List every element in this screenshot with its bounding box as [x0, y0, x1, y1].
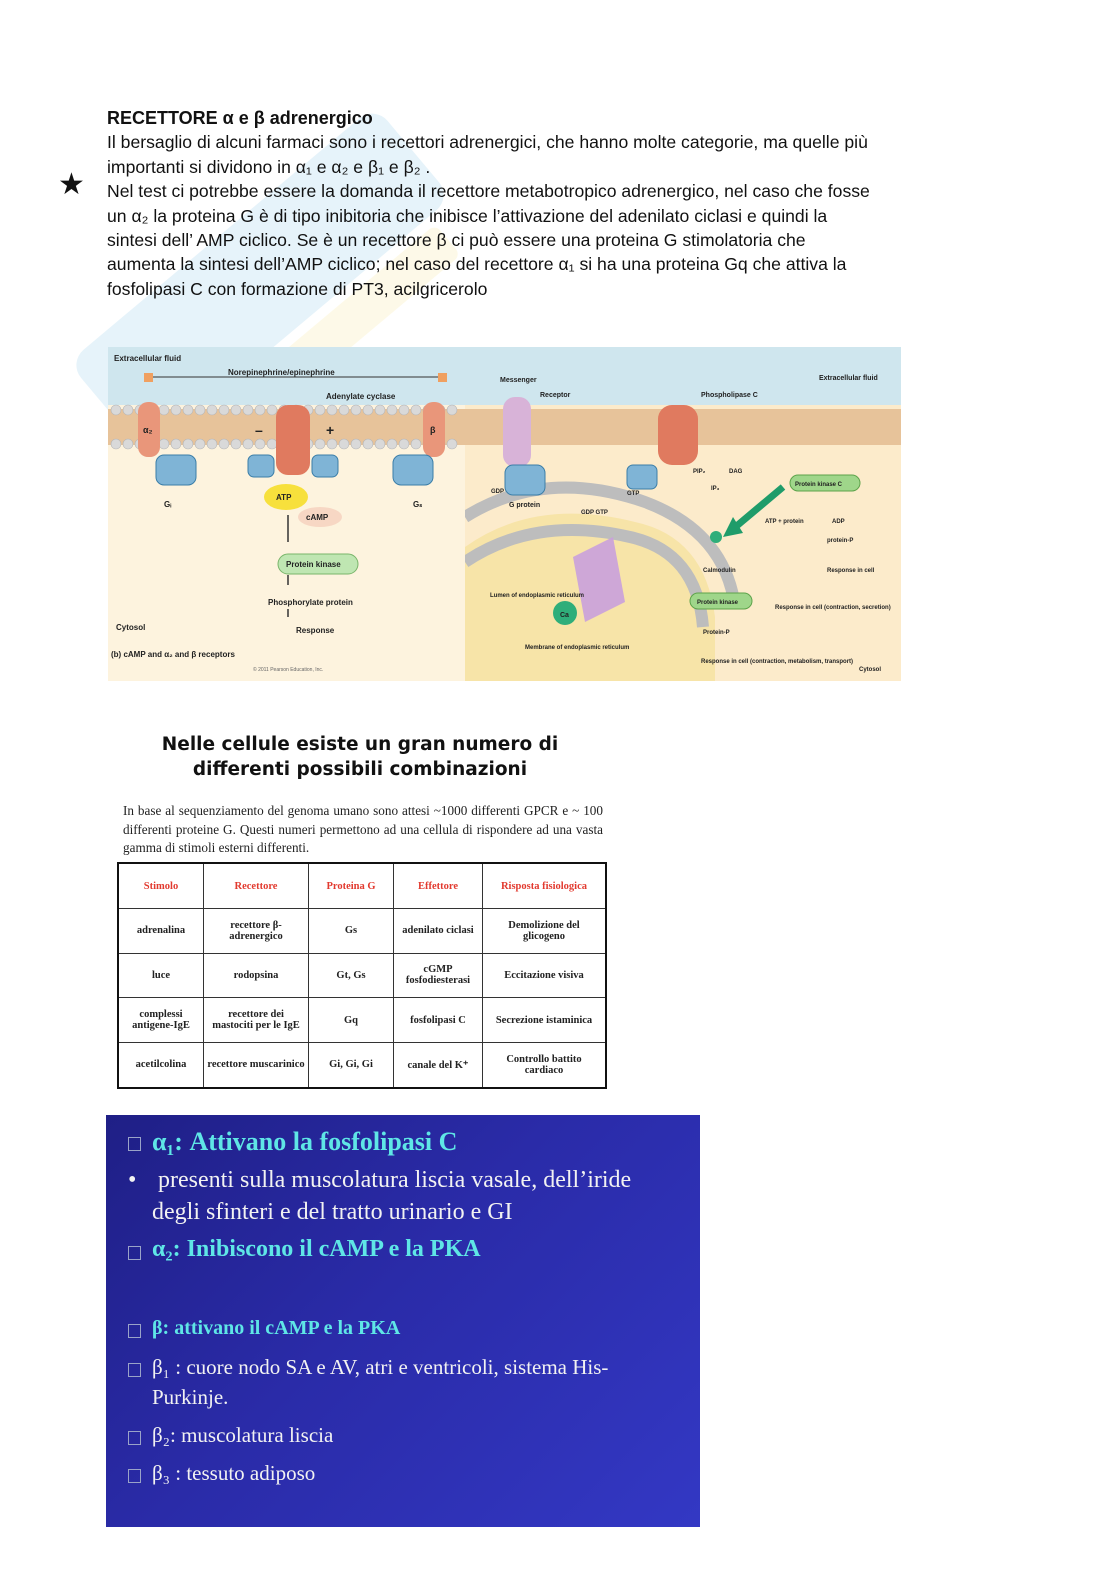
- gpcr-table: [117, 862, 607, 1089]
- label-extracellular: Extracellular fluid: [114, 354, 182, 363]
- label-membrane-er: Membrane of endoplasmic reticulum: [525, 645, 630, 651]
- table-row: [118, 998, 606, 1043]
- intro-text: [107, 106, 1027, 301]
- intro-line: importanti si dividono in α₁ e α₂ e β₁ e β₂ .: [107, 156, 431, 177]
- label-response-metabolism: Response in cell (contraction, metabolism, transport): [701, 659, 854, 665]
- label-plus: +: [326, 422, 335, 438]
- plc-panel: [465, 347, 901, 681]
- table-cell: recettore dei mastociti per le IgE: [204, 998, 309, 1043]
- table-cell: Gt, Gs: [309, 953, 394, 998]
- label-receptor: Receptor: [540, 392, 571, 399]
- combo-paragraph: In base al sequenziamento del genoma umano sono attesi ~1000 differenti GPCR e ~ 100 differenti proteine G. Questi numeri permettono ad una cellula di rispondere ad una vasta gamma di stimoli esterni differenti.: [123, 803, 603, 855]
- slide-alpha1-detail-1: presenti sulla muscolatura liscia vasale, dell’iride: [158, 1167, 632, 1193]
- label-extracellular-right: Extracellular fluid: [819, 375, 878, 382]
- table-cell: Secrezione istaminica: [483, 998, 607, 1043]
- label-protein-kinase-right: Protein kinase: [697, 600, 739, 606]
- table-cell: Gq: [309, 998, 394, 1043]
- table-header: Proteina G: [309, 863, 394, 909]
- label-ca: Ca: [560, 612, 569, 619]
- receptor-diagram: [108, 347, 901, 681]
- label-adenylate-cyclase: Adenylate cyclase: [326, 392, 396, 401]
- label-protein-kinase-c: Protein kinase C: [795, 482, 843, 488]
- label-response: Response: [296, 626, 335, 635]
- label-lumen-er: Lumen of endoplasmic reticulum: [490, 593, 585, 599]
- label-adp: ADP: [832, 519, 845, 525]
- intro-line: sintesi dell’ AMP ciclico. Se è un recettore β ci può essere una proteina G stimolatoria che: [107, 230, 806, 251]
- phospholipase-c: [658, 405, 698, 465]
- table-cell: rodopsina: [204, 953, 309, 998]
- adenylate-cyclase: [276, 405, 310, 475]
- slide-alpha2-heading: α₂: Inibiscono il cAMP e la PKA: [152, 1236, 481, 1262]
- label-pip2: PIP₂: [693, 469, 706, 475]
- star-icon: ★: [58, 168, 85, 201]
- label-dag: DAG: [729, 469, 743, 475]
- label-gs: Gₛ: [413, 500, 423, 509]
- table-cell: Gi, Gi, Gi: [309, 1042, 394, 1088]
- slide-alpha1-detail-2: degli sfinteri e del tratto urinario e GI: [152, 1199, 513, 1225]
- combo-title: [160, 732, 560, 782]
- label-atp-protein: ATP + protein: [765, 519, 804, 525]
- label-camp: cAMP: [306, 513, 329, 522]
- table-cell: Gs: [309, 909, 394, 954]
- label-protein-kinase: Protein kinase: [286, 560, 341, 569]
- table-row: [118, 953, 606, 998]
- label-gi: Gᵢ: [164, 500, 172, 509]
- label-gdp: GDP: [491, 489, 505, 495]
- label-gdp-gtp: GDP GTP: [581, 510, 608, 516]
- table-cell: recettore β-adrenergico: [204, 909, 309, 954]
- intro-line: fosfolipasi C con formazione di PT3, acilgricerolo: [107, 278, 488, 299]
- slide-beta1-line-1: β₁ : cuore nodo SA e AV, atri e ventricoli, sistema His-: [152, 1355, 609, 1379]
- label-cytosol-right: Cytosol: [859, 667, 882, 673]
- camp-panel: [108, 347, 465, 681]
- intro-line: Il bersaglio di alcuni farmaci sono i recettori adrenergici, che hanno molte categorie, ma quelle più: [107, 132, 868, 153]
- checkbox-bullet-icon: [128, 1324, 141, 1338]
- label-messenger: Messenger: [500, 377, 537, 384]
- figure-caption: (b) cAMP and α₂ and β receptors: [111, 650, 235, 659]
- combo-title-line: differenti possibili combinazioni: [192, 759, 528, 780]
- table-cell: recettore muscarinico: [204, 1042, 309, 1088]
- table-cell: canale del K⁺: [394, 1042, 483, 1088]
- intro-line: Nel test ci potrebbe essere la domanda il recettore metabotropico adrenergico, nel caso che fosse: [107, 181, 870, 202]
- table-header: Effettore: [394, 863, 483, 909]
- table-cell: acetilcolina: [118, 1042, 204, 1088]
- table-cell: Demolizione del glicogeno: [483, 909, 607, 954]
- label-alpha2: α₂: [143, 425, 153, 435]
- slide-beta2-line: β₂: muscolatura liscia: [152, 1423, 334, 1447]
- label-cytosol: Cytosol: [116, 623, 146, 632]
- label-g-protein: G protein: [509, 502, 541, 509]
- slide-alpha1-heading: α₁: Attivano la fosfolipasi C: [152, 1127, 458, 1156]
- table-cell: Controllo battito cardiaco: [483, 1042, 607, 1088]
- slide-beta1-line-2: Purkinje.: [152, 1385, 229, 1409]
- label-ip3: IP₃: [711, 486, 720, 492]
- checkbox-bullet-icon: [128, 1246, 141, 1260]
- table-header: Recettore: [204, 863, 309, 909]
- label-ligand: Norepinephrine/epinephrine: [228, 368, 335, 377]
- table-cell: luce: [118, 953, 204, 998]
- table-cell: adenilato ciclasi: [394, 909, 483, 954]
- table-cell: cGMP fosfodiesterasi: [394, 953, 483, 998]
- label-beta: β: [430, 425, 436, 435]
- table-header: Stimolo: [118, 863, 204, 909]
- checkbox-bullet-icon: [128, 1363, 141, 1377]
- intro-line: un α₂ la proteina G è di tipo inibitoria che inibisce l’attivazione del adenilato ciclasi e quindi la: [107, 205, 828, 226]
- gpcr-receptor: [503, 397, 531, 467]
- label-phosphorylate-protein: Phosphorylate protein: [268, 598, 353, 607]
- label-response-secretion: Response in cell (contraction, secretion): [775, 605, 891, 611]
- receptor-slide: [106, 1115, 700, 1527]
- combo-title-line: Nelle cellule esiste un gran numero di: [161, 734, 559, 755]
- table-row: [118, 1042, 606, 1088]
- label-protein-p: protein-P: [827, 538, 854, 544]
- section-title: RECETTORE α e β adrenergico: [107, 108, 373, 128]
- table-cell: complessi antigene-IgE: [118, 998, 204, 1043]
- table-cell: adrenalina: [118, 909, 204, 954]
- bullet-dot-icon: •: [128, 1167, 137, 1193]
- slide-beta3-line: β₃ : tessuto adiposo: [152, 1461, 316, 1485]
- intro-line: aumenta la sintesi dell’AMP ciclico; nel caso del recettore α₁ si ha una proteina Gq che attiva la: [107, 254, 847, 275]
- checkbox-bullet-icon: [128, 1431, 141, 1445]
- table-cell: fosfolipasi C: [394, 998, 483, 1043]
- label-phospholipase-c: Phospholipase C: [701, 392, 758, 399]
- table-cell: Eccitazione visiva: [483, 953, 607, 998]
- label-calmodulin: Calmodulin: [703, 568, 736, 574]
- checkbox-bullet-icon: [128, 1137, 141, 1151]
- checkbox-bullet-icon: [128, 1469, 141, 1483]
- label-atp: ATP: [276, 493, 292, 502]
- label-minus: –: [255, 422, 263, 438]
- label-protein-p-2: Protein-P: [703, 630, 730, 636]
- table-row: [118, 909, 606, 954]
- figure-copyright: © 2011 Pearson Education, Inc.: [253, 667, 324, 673]
- slide-beta-heading: β: attivano il cAMP e la PKA: [152, 1317, 401, 1339]
- table-header-row: [118, 863, 606, 909]
- label-response-cell: Response in cell: [827, 568, 875, 574]
- label-gtp: GTP: [627, 491, 640, 497]
- table-header: Risposta fisiologica: [483, 863, 607, 909]
